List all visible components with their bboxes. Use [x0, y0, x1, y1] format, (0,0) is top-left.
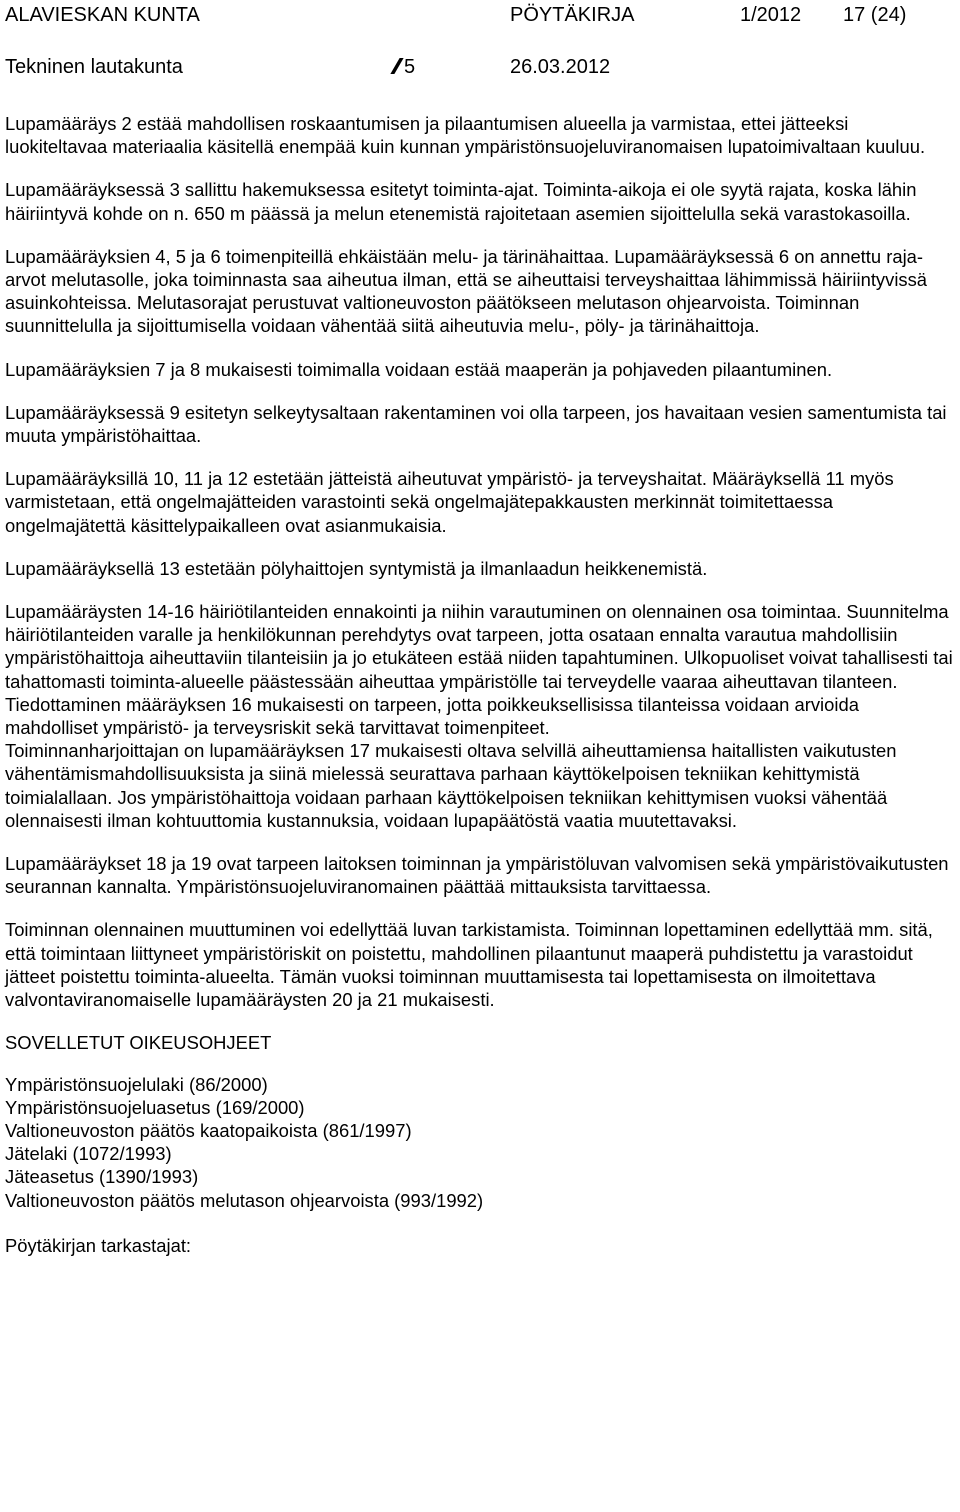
- organization-name: ALAVIESKAN KUNTA: [5, 4, 200, 26]
- paragraph-regulation-9: Lupamääräyksessä 9 esitetyn selkeytysaltaan rakentaminen voi olla tarpeen, jos havaitaan vesien samentumista tai muuta ympäristöhaittaa.: [5, 401, 947, 447]
- paragraph-change-termination: Toiminnan olennainen muuttuminen voi edellyttää luvan tarkistamista. Toiminnan lopettaminen edellyttää mm. sitä, että toimintaan liittyneet ympäristöriskit on poistettu, mahdollinen pilaantunut maaperä puhdistettu ja varastoidut jätteet poistettu toiminta-alueelta. Tämän vuoksi toiminnan muuttamisesta tai lopettamisesta on ilmoitettava valvontaviranomaiselle lupamääräysten 20 ja 21 mukaisesti.: [5, 919, 933, 1011]
- document-body: [5, 112, 955, 1257]
- paragraph-regulation-3: Lupamääräyksessä 3 sallittu hakemuksessa esitetyt toiminta-ajat. Toiminta-aikoja ei ole syytä rajata, koska lähin häiriintyvä kohde on n. 650 m päässä ja melun etenemistä rajoitetaan asemien sijoittelulla sekä varastokasoilla.: [5, 179, 917, 224]
- header-line-marker: [390, 58, 403, 74]
- section-number: 5: [404, 56, 416, 78]
- law-item: Ympäristönsuojelulaki (86/2000): [5, 1073, 268, 1095]
- section-heading: SOVELLETUT OIKEUSOHJEET: [5, 1032, 272, 1054]
- paragraph-regulation-13: Lupamääräyksellä 13 estetään pölyhaittojen syntymistä ja ilmanlaadun heikkenemistä.: [5, 557, 708, 579]
- law-item: Jäteasetus (1390/1993): [5, 1166, 199, 1188]
- law-item: Valtioneuvoston päätös kaatopaikoista (861/1997): [5, 1119, 412, 1141]
- paragraph-regulation-14-16: Lupamääräysten 14-16 häiriötilanteiden ennakointi ja niihin varautuminen on olennainen osa toimintaa. Suunnitelma häiriötilanteiden varalle ja henkilökunnan perehdytys ovat tarpeen, jotta osataan ennalta varautua mahdollisiin ympäristöhaittoja aiheuttaviin tilanteisiin ja jo etukäteen estää niiden tapahtuminen. Ulkopuoliset voivat tahallisesti tai tahattomasti toiminta-alueelle päästessään aiheuttaa ympäristölle tai terveydelle vaaraa aiheuttavan tilanteen. Tiedottaminen määräyksen 16 mukaisesti on tarpeen, jotta poikkeuksellisissa tilanteissa voidaan arvioida mahdolliset ympäristö- ja terveysriskit sekä tarvittavat toimenpiteet.: [5, 601, 953, 739]
- law-item: Valtioneuvoston päätös melutason ohjearvoista (993/1992): [5, 1189, 484, 1211]
- paragraph-regulation-2: Lupamääräys 2 estää mahdollisen roskaantumisen ja pilaantumisen alueella ja varmistaa, ettei jätteeksi luokiteltavaa materiaalia käsitellä enempää kuin kunnan ympäristönsuojeluviranomaisen lupatoimivaltaan kuuluu.: [5, 113, 926, 158]
- page-number: 17 (24): [843, 4, 907, 26]
- meeting-date: 26.03.2012: [510, 56, 611, 78]
- paragraph-regulation-4-6: Lupamääräyksien 4, 5 ja 6 toimenpiteillä ehkäistään melu- ja tärinähaittaa. Lupamääräyksessä 6 on annettu raja-arvot melutasolle, joka toiminnasta saa aiheutua ilman, että se aiheuttaisi terveyshaittaa lähimmissä häiriintyvissä asuinkohteissa. Melutasorajat perustuvat valtioneuvoston päätökseen melutason ohjearvoista. Toiminnan suunnittelulla ja sijoittumisella voidaan vähentää siitä aiheutuvia melu-, pöly- ja tärinähaittoja.: [5, 245, 928, 337]
- paragraph-regulation-17: Toiminnanharjoittajan on lupamääräyksen 17 mukaisesti oltava selvillä aiheuttamiensa haitallisten vaikutusten vähentämismahdollisuuksista ja siinä mielessä seurattava parhaan käyttökelpoisen tekniikan kehittymistä toimialallaan. Jos ympäristöhaittoja voidaan parhaan käyttökelpoisen tekniikan kehittymisen vuoksi vähentää olennaisesti ilman kohtuuttomia kustannuksia, voidaan lupapäätöstä vaatia muutettavaksi.: [5, 740, 897, 831]
- law-list: [5, 1073, 955, 1212]
- document-type: PÖYTÄKIRJA: [510, 4, 635, 26]
- signature-label: Pöytäkirjan tarkastajat:: [5, 1234, 192, 1256]
- paragraph-regulation-18-19: Lupamääräykset 18 ja 19 ovat tarpeen laitoksen toiminnan ja ympäristöluvan valvomisen sekä ympäristövaikutusten seurannan kannalta. Ympäristönsuojeluviranomainen päättää mittauksista tarvittaessa.: [5, 853, 949, 898]
- document-number: 1/2012: [740, 4, 802, 26]
- law-item: Jätelaki (1072/1993): [5, 1143, 172, 1165]
- paragraph-regulation-10-12: Lupamääräyksillä 10, 11 ja 12 estetään jätteistä aiheutuvat ympäristö- ja terveyshaitat. Määräyksellä 11 myös varmistetaan, että ongelmajätteiden varastointi sekä ongelmajätepakkausten merkinnät toimitettaessa ongelmajätettä käsittelypaikalleen ovat asianmukaisia.: [5, 468, 894, 536]
- law-item: Ympäristönsuojeluasetus (169/2000): [5, 1096, 305, 1118]
- paragraph-regulation-7-8: Lupamääräyksien 7 ja 8 mukaisesti toimimalla voidaan estää maaperän ja pohjaveden pilaantuminen.: [5, 358, 833, 380]
- committee-name: Tekninen lautakunta: [5, 56, 183, 78]
